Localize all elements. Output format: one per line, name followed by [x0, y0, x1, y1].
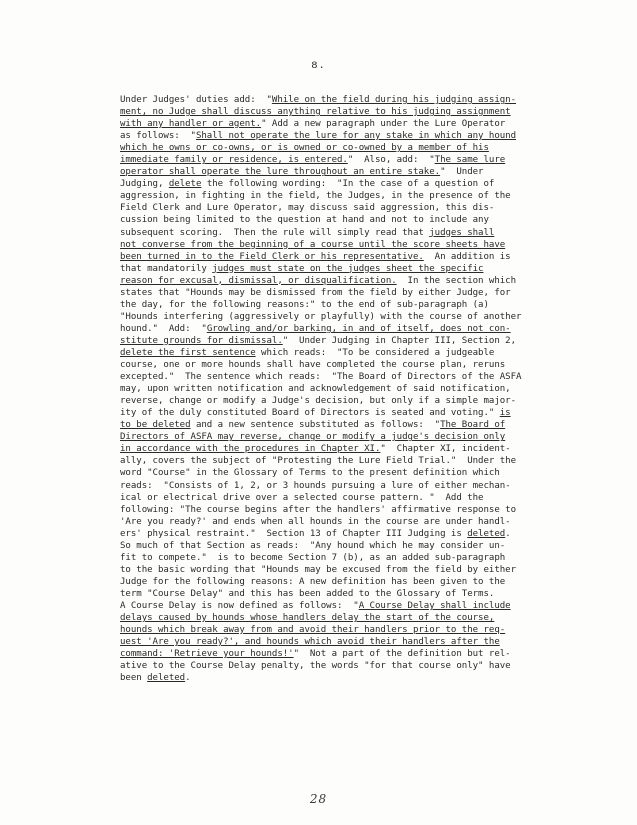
body-text-segment: fit to compete." is to become Section 7 (b), as an added sub-paragraph [120, 552, 506, 563]
body-text-segment: ical or electrical drive over a selected course pattern. " Add the [120, 492, 484, 503]
text-line [120, 95, 516, 105]
body-text-segment: hound." Add: " [120, 323, 207, 334]
body-text-segment: Under Judges' duties add: " [120, 95, 272, 105]
underlined-amendment-text: The same lure [434, 155, 506, 166]
text-line [120, 601, 511, 611]
body-text-segment: subsequent scoring. Then the rule will simply read that [120, 227, 430, 238]
text-line [120, 119, 505, 129]
underlined-amendment-text: immediate family or residence, is entered. [120, 155, 348, 166]
underlined-amendment-text: in accordance with the procedures in Chapter XI. [120, 444, 381, 455]
underlined-amendment-text: stitute grounds for dismissal. [120, 335, 283, 346]
text-line [120, 107, 511, 117]
text-line [120, 577, 505, 587]
underlined-amendment-text: Shall not operate the lure for any stake in which any hound [195, 131, 517, 142]
body-text-segment: In the section which [396, 275, 517, 286]
text-line [120, 264, 483, 274]
body-text-segment: " Chapter XI, incident- [380, 444, 511, 455]
text-line [120, 541, 505, 551]
body-text-segment: Field Clerk and Lure Operator, may discuss said aggression, this dis- [120, 203, 495, 214]
text-line [120, 372, 521, 382]
body-text-segment: reverse, change or modify a Judge's decision, but only if a simple major- [120, 396, 517, 407]
underlined-amendment-text: Growling and/or barking, in and of itself, does not con- [206, 323, 511, 334]
body-text-segment: . [185, 673, 191, 684]
text-line [120, 505, 516, 515]
body-text-segment: that mandatorily [120, 263, 213, 274]
body-text-segment: word "Course" in the Glossary of Terms to the present definition which [120, 468, 500, 479]
text-line [120, 360, 505, 370]
body-text-segment: following: "The course begins after the handlers' affirmative response to [120, 504, 517, 515]
body-text-segment: " Add a new paragraph under the Lure Operator [261, 119, 506, 130]
text-line [120, 288, 511, 298]
text-line [120, 661, 511, 671]
text-line [120, 191, 511, 201]
text-line [120, 240, 505, 250]
body-text-segment: " Not a part of the definition but rel- [293, 649, 511, 660]
page-number: 8. [311, 60, 326, 72]
body-text-segment: term "Course Delay" and this has been added to the Glossary of Terms. [120, 588, 495, 599]
body-text-segment: 'Are you ready?' and ends when all hounds in the course are under handl- [120, 516, 511, 527]
underlined-amendment-text: not converse from the beginning of a course until the score sheets have [120, 239, 506, 250]
text-line [120, 131, 516, 141]
text-line [120, 444, 511, 454]
body-text-segment: which reads: "To be considered a judgeable [255, 347, 495, 358]
underlined-amendment-text: The Board of [440, 420, 506, 431]
text-line [120, 481, 511, 491]
body-text-segment: cussion being limited to the question at hand and not to include any [120, 215, 489, 226]
body-text-segment: " Also, add: " [347, 155, 435, 166]
text-line [120, 625, 505, 635]
body-text-segment: may, upon written notification and acknowledgement of said notification, [120, 384, 511, 395]
underlined-amendment-text: delays caused by hounds whose handlers delay the start of the course, [120, 613, 495, 624]
text-line [120, 468, 500, 478]
body-text-segment: So much of that Section as reads: "Any hound which he may consider un- [120, 540, 506, 551]
body-text-segment: and a new sentence substituted as follows: " [190, 420, 441, 431]
underlined-amendment-text: deleted [147, 673, 186, 684]
body-text-segment: aggression, in fighting in the field, the Judges, in the presence of the [120, 191, 511, 202]
text-line [120, 432, 505, 442]
text-line [120, 348, 494, 358]
text-line [120, 155, 505, 165]
text-line [120, 456, 516, 466]
underlined-amendment-text: command: 'Retrieve your hounds!' [120, 649, 294, 660]
body-text-segment: ity of the duly constituted Board of Directors is seated and voting." [120, 408, 500, 419]
text-line [120, 167, 483, 177]
text-line [120, 276, 516, 286]
text-line [120, 396, 516, 406]
underlined-amendment-text: A Course Delay shall include [358, 600, 511, 611]
underlined-amendment-text: operator shall operate the lure throughout an entire stake. [120, 167, 441, 178]
text-line [120, 324, 511, 334]
text-line [120, 384, 511, 394]
text-line [120, 312, 521, 322]
body-text-segment: as follows: " [120, 131, 196, 142]
text-line [120, 649, 511, 659]
body-text-segment: "Hounds interfering (aggressively or playfully) with the course of another [120, 311, 522, 322]
text-line [120, 215, 489, 225]
text-line [120, 420, 505, 430]
text-line [120, 589, 494, 599]
underlined-amendment-text: ment, no Judge shall discuss anything relative to his judging assignment [120, 107, 511, 118]
text-line [120, 637, 500, 647]
body-text-segment: " Under Judging in Chapter III, Section 2, [282, 335, 517, 346]
body-text-segment: reads: "Consists of 1, 2, or 3 hounds pursuing a lure of either mechan- [120, 480, 511, 491]
underlined-amendment-text: judges must state on the judges sheet the specific [212, 263, 484, 274]
underlined-amendment-text: with any handler or agent. [120, 119, 262, 130]
body-text-segment: . [505, 528, 511, 539]
text-line [120, 143, 489, 153]
underlined-amendment-text: delete the first sentence [120, 347, 256, 358]
underlined-amendment-text: to be deleted [120, 420, 191, 431]
body-text-segment: ers' physical restraint." Section 13 of Chapter III Judging is [120, 528, 468, 539]
handwritten-page-mark: 28 [309, 792, 328, 806]
text-line [120, 493, 483, 503]
body-text-segment: An addition is [423, 251, 511, 262]
text-line [120, 529, 511, 539]
text-line [120, 673, 191, 683]
body-text-segment: Judging, [120, 179, 169, 190]
text-line [120, 517, 511, 527]
text-line [120, 553, 505, 563]
text-line [120, 252, 511, 262]
text-line [120, 179, 494, 189]
body-text-segment: been [120, 673, 148, 684]
text-line [120, 228, 494, 238]
body-text-segment: Judge for the following reasons: A new definition has been given to the [120, 576, 506, 587]
text-line [120, 300, 489, 310]
body-text-segment: the following wording: "In the case of a question of [201, 179, 495, 190]
text-line [120, 565, 516, 575]
underlined-amendment-text: been turned in to the Field Clerk or his representative. [120, 251, 424, 262]
body-text-segment: to the basic wording that "Hounds may be excused from the field by either [120, 564, 517, 575]
underlined-amendment-text: hounds which break away from and avoid their handlers prior to the req- [120, 625, 506, 636]
body-text-segment: " Under [440, 167, 484, 178]
body-text [120, 94, 560, 684]
body-text-segment: the day, for the following reasons:" to the end of sub-paragraph (a) [120, 299, 489, 310]
underlined-amendment-text: While on the field during his judging assign- [271, 95, 517, 105]
text-line [120, 613, 494, 623]
body-text-segment: states that "Hounds may be dismissed from the field by either Judge, for [120, 287, 511, 298]
text-line [120, 408, 511, 418]
underlined-amendment-text: reason for excusal, dismissal, or disqualification. [120, 275, 397, 286]
underlined-amendment-text: delete [168, 179, 202, 190]
body-text-segment: course, one or more hounds shall have completed the course plan, reruns [120, 360, 506, 371]
body-text-segment: ally, covers the subject of "Protesting the Lure Field Trial." Under the [120, 456, 517, 467]
underlined-amendment-text: deleted [467, 528, 506, 539]
underlined-amendment-text: judges shall [429, 227, 495, 238]
text-line [120, 336, 516, 346]
underlined-amendment-text: which he owns or co-owns, or is owned or co-owned by a member of his [120, 143, 489, 154]
underlined-amendment-text: Directors of ASFA may reverse, change or modify a judge's decision only [120, 432, 506, 443]
body-text-segment: ative to the Course Delay penalty, the words "for that course only" have [120, 661, 511, 672]
body-text-segment: A Course Delay is now defined as follows: " [120, 600, 359, 611]
underlined-amendment-text: uest 'Are you ready?', and hounds which avoid their handlers after the [120, 637, 500, 648]
body-text-segment: excepted." The sentence which reads: "The Board of Directors of the ASFA [120, 372, 522, 383]
text-line [120, 203, 494, 213]
underlined-amendment-text: is [499, 408, 511, 419]
